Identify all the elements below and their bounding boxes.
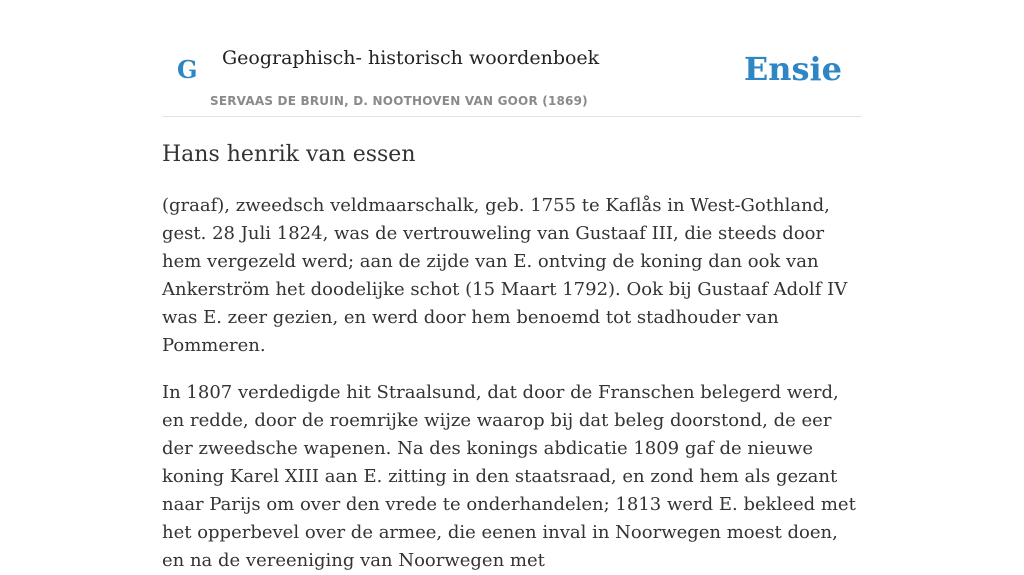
- entry-title: Hans henrik van essen: [162, 142, 416, 167]
- book-title-link[interactable]: Geographisch- historisch woordenboek: [222, 47, 600, 69]
- book-authors: SERVAAS DE BRUIN, D. NOOTHOVEN VAN GOOR (1869): [210, 94, 588, 108]
- article: [162, 138, 862, 575]
- book-logo[interactable]: G: [177, 55, 198, 84]
- page-header: [162, 0, 862, 117]
- ensie-logo-link[interactable]: Ensie: [743, 50, 842, 88]
- article-paragraph-1: (graaf), zweedsch veldmaarschalk, geb. 1755 te Kaflås in West-Gothland, gest. 28 Juli 1824, was de vertrouweling van Gustaaf III, die steeds door hem vergezeld werd; aan de zijde van E. ontving de koning dan ook van Ankerström het doodelijke schot (15 Maart 1792). Ook bij Gustaaf Adolf IV was E. zeer gezien, en werd door hem benoemd tot stadhouder van Pommeren.: [162, 195, 848, 356]
- article-paragraph-2: In 1807 verdedigde hit Straalsund, dat door de Franschen belegerd werd, en redde, door de roemrijke wijze waarop bij dat beleg doorstond, de eer der zweedsche wapenen. Na des konings abdicatie 1809 gaf de nieuwe koning Karel XIII aan E. zitting in den staatsraad, en zond hem als gezant naar Parijs om over den vrede te onderhandelen; 1813 werd E. bekleed met het opperbevel over de armee, die eenen inval in Noorwegen moest doen, en na de vereeniging van Noorwegen met: [162, 382, 856, 571]
